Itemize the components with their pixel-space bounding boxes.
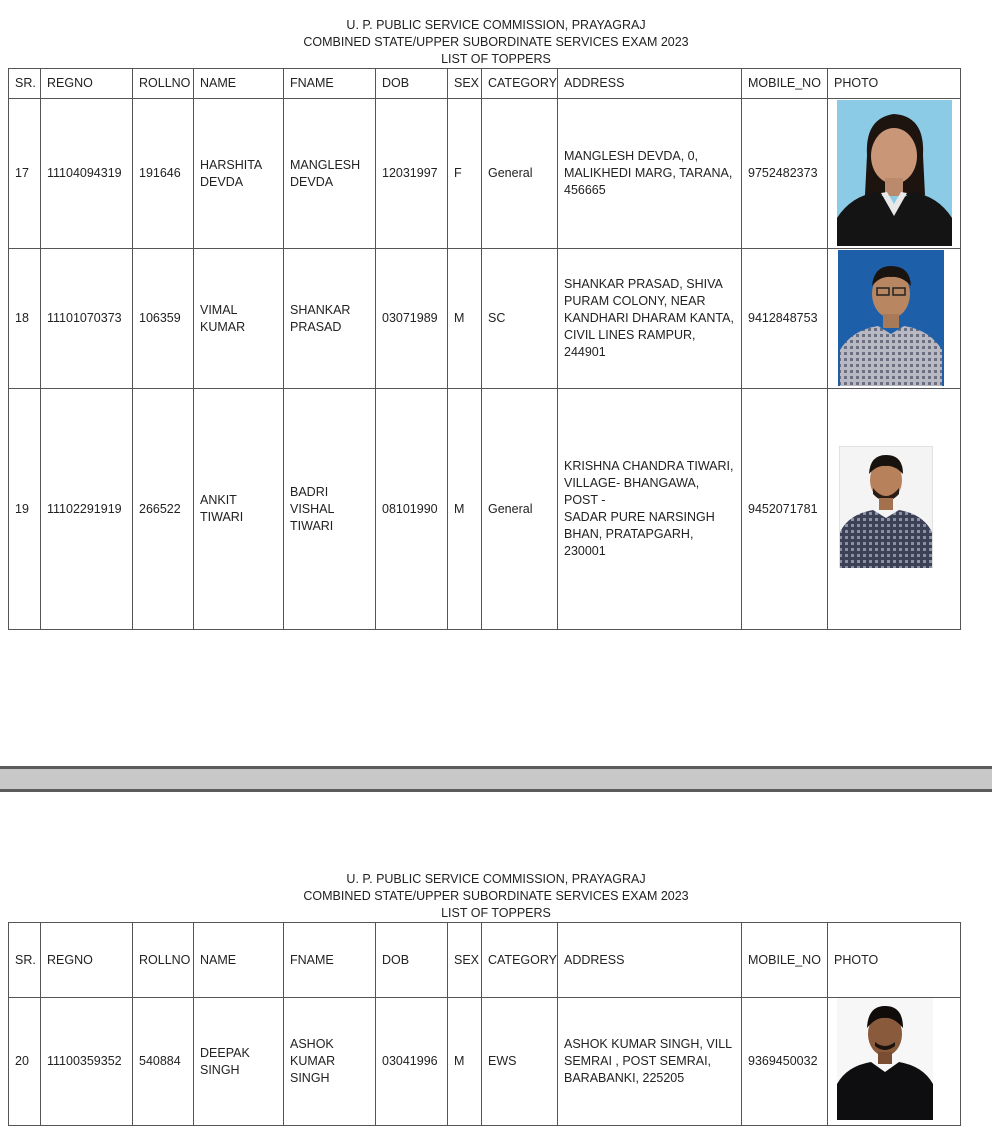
toppers-table xyxy=(8,922,961,1126)
cell-sex: M xyxy=(448,998,482,1126)
cell-photo xyxy=(828,99,961,249)
cell-address xyxy=(558,249,742,389)
commission-title: U. P. PUBLIC SERVICE COMMISSION, PRAYAGRAJ xyxy=(346,872,646,886)
col-mobile: MOBILE_NO xyxy=(742,69,828,99)
cell-category: EWS xyxy=(482,998,558,1126)
list-title: LIST OF TOPPERS xyxy=(441,52,551,66)
table-row xyxy=(9,249,961,389)
fname-line: VISHAL xyxy=(290,501,335,516)
col-dob: DOB xyxy=(376,923,448,998)
address-line: BHAN, PRATAPGARH, 230001 xyxy=(564,527,694,558)
cell-dob: 08101990 xyxy=(376,389,448,630)
cell-sr: 20 xyxy=(9,998,41,1126)
cell-sr: 17 xyxy=(9,99,41,249)
cell-sex: F xyxy=(448,99,482,249)
fname-line: MANGLESH xyxy=(290,157,361,172)
toppers-page-1 xyxy=(0,0,992,558)
fname-line: SINGH xyxy=(290,1071,330,1085)
cell-mobile: 9369450032 xyxy=(742,998,828,1126)
table-header-row xyxy=(9,69,961,99)
fname-line: SHANKAR xyxy=(290,302,351,317)
name-line: DEVDA xyxy=(200,174,244,189)
col-address: ADDRESS xyxy=(558,923,742,998)
address-line: SEMRAI , POST SEMRAI, xyxy=(564,1054,712,1068)
col-dob: DOB xyxy=(376,69,448,99)
cell-dob: 12031997 xyxy=(376,99,448,249)
cell-rollno: 106359 xyxy=(133,249,194,389)
name-line: TIWARI xyxy=(200,510,244,524)
address-line: MANGLESH DEVDA, 0, xyxy=(564,149,699,163)
col-name: NAME xyxy=(194,69,284,99)
fname-line: DEVDA xyxy=(290,174,334,189)
candidate-photo xyxy=(838,250,944,386)
fname-line: PRASAD xyxy=(290,319,342,334)
col-category: CATEGORY xyxy=(482,69,558,99)
cell-rollno: 266522 xyxy=(133,389,194,630)
table-header-row xyxy=(9,923,961,998)
cell-category: General xyxy=(482,389,558,630)
col-category: CATEGORY xyxy=(482,923,558,998)
exam-title: COMBINED STATE/UPPER SUBORDINATE SERVICES EXAM 2023 xyxy=(303,35,689,49)
address-line: ASHOK KUMAR SINGH, VILL xyxy=(564,1037,733,1051)
col-sex: SEX xyxy=(448,69,482,99)
col-sr: SR. xyxy=(9,923,41,998)
page-header xyxy=(0,17,992,68)
cell-address xyxy=(558,389,742,630)
col-mobile: MOBILE_NO xyxy=(742,923,828,998)
col-fname: FNAME xyxy=(284,923,376,998)
cell-address xyxy=(558,99,742,249)
col-regno: REGNO xyxy=(41,923,133,998)
cell-name xyxy=(194,389,284,630)
name-line: KUMAR xyxy=(200,319,246,334)
cell-regno: 11104094319 xyxy=(41,99,133,249)
address-line: PURAM COLONY, NEAR xyxy=(564,294,706,308)
cell-rollno: 540884 xyxy=(133,998,194,1126)
col-rollno: ROLLNO xyxy=(133,923,194,998)
col-sex: SEX xyxy=(448,923,482,998)
address-line: KANDHARI DHARAM KANTA, xyxy=(564,311,734,325)
candidate-photo xyxy=(837,998,933,1120)
col-rollno: ROLLNO xyxy=(133,69,194,99)
cell-fname xyxy=(284,99,376,249)
cell-dob: 03041996 xyxy=(376,998,448,1126)
cell-fname xyxy=(284,998,376,1126)
cell-mobile: 9452071781 xyxy=(742,389,828,630)
cell-sex: M xyxy=(448,389,482,630)
candidate-photo xyxy=(837,100,952,246)
address-line: CIVIL LINES RAMPUR, 244901 xyxy=(564,328,696,359)
fname-line: ASHOK xyxy=(290,1037,334,1051)
address-line: BARABANKI, 225205 xyxy=(564,1071,685,1085)
cell-rollno: 191646 xyxy=(133,99,194,249)
cell-mobile: 9412848753 xyxy=(742,249,828,389)
cell-photo xyxy=(828,998,961,1126)
table-row xyxy=(9,998,961,1126)
cell-name xyxy=(194,998,284,1126)
name-line: HARSHITA xyxy=(200,157,263,172)
cell-dob: 03071989 xyxy=(376,249,448,389)
cell-category: SC xyxy=(482,249,558,389)
cell-regno: 11100359352 xyxy=(41,998,133,1126)
toppers-table xyxy=(8,68,961,630)
cell-mobile: 9752482373 xyxy=(742,99,828,249)
cell-name xyxy=(194,249,284,389)
col-photo: PHOTO xyxy=(828,69,961,99)
name-line: ANKIT xyxy=(200,493,237,507)
cell-regno: 11102291919 xyxy=(41,389,133,630)
toppers-page-2 xyxy=(0,871,992,1085)
cell-category: General xyxy=(482,99,558,249)
cell-regno: 11101070373 xyxy=(41,249,133,389)
cell-address xyxy=(558,998,742,1126)
fname-line: KUMAR xyxy=(290,1054,336,1068)
page-header xyxy=(0,871,992,922)
address-line: 456665 xyxy=(564,183,606,197)
cell-sr: 19 xyxy=(9,389,41,630)
col-name: NAME xyxy=(194,923,284,998)
address-line: SADAR PURE NARSINGH xyxy=(564,510,715,524)
col-photo: PHOTO xyxy=(828,923,961,998)
cell-photo xyxy=(828,249,961,389)
col-sr: SR. xyxy=(9,69,41,99)
candidate-photo xyxy=(839,446,933,568)
cell-fname xyxy=(284,389,376,630)
fname-line: BADRI xyxy=(290,484,329,499)
cell-photo xyxy=(828,389,961,630)
cell-fname xyxy=(284,249,376,389)
address-line: VILLAGE- BHANGAWA, POST - xyxy=(564,476,700,507)
name-line: VIMAL xyxy=(200,302,238,317)
exam-title: COMBINED STATE/UPPER SUBORDINATE SERVICES EXAM 2023 xyxy=(303,889,689,903)
address-line: SHANKAR PRASAD, SHIVA xyxy=(564,277,723,291)
page-separator xyxy=(0,766,992,792)
address-line: KRISHNA CHANDRA TIWARI, xyxy=(564,459,734,473)
name-line: DEEPAK xyxy=(200,1045,250,1060)
list-title: LIST OF TOPPERS xyxy=(441,906,551,920)
address-line: MALIKHEDI MARG, TARANA, xyxy=(564,166,733,180)
table-row xyxy=(9,389,961,630)
col-address: ADDRESS xyxy=(558,69,742,99)
table-row xyxy=(9,99,961,249)
col-regno: REGNO xyxy=(41,69,133,99)
cell-name xyxy=(194,99,284,249)
name-line: SINGH xyxy=(200,1062,240,1077)
fname-line: TIWARI xyxy=(290,518,334,533)
commission-title: U. P. PUBLIC SERVICE COMMISSION, PRAYAGRAJ xyxy=(346,18,646,32)
cell-sex: M xyxy=(448,249,482,389)
col-fname: FNAME xyxy=(284,69,376,99)
cell-sr: 18 xyxy=(9,249,41,389)
